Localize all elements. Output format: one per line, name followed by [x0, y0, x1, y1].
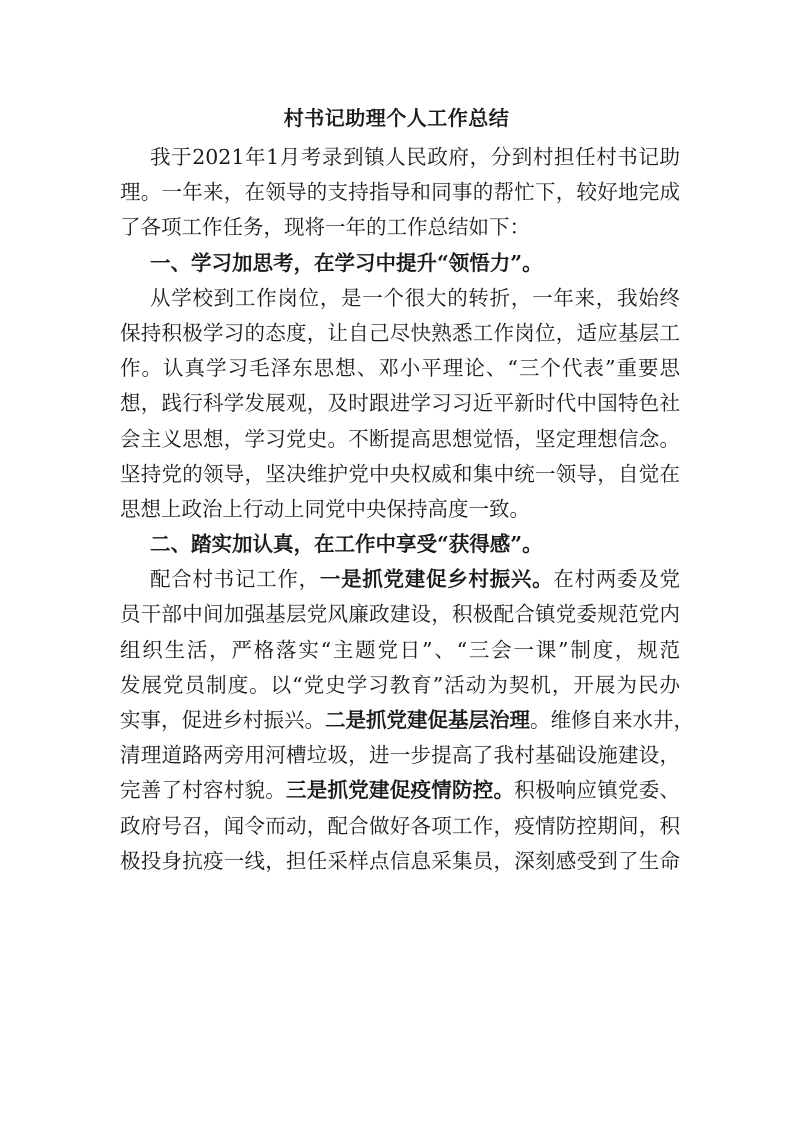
paragraph-line: 会主义思想，学习党史。不断提高思想觉悟，坚定理想信念。 [120, 426, 680, 451]
paragraph-line: 组织生活，严格落实“主题党日”、“三会一课”制度，规范 [120, 637, 680, 662]
emphasis-text: 一是抓党建促乡村振兴。 [319, 567, 554, 592]
section-heading-2: 二、踏实加认真，在工作中享受“获得感”。 [150, 532, 543, 557]
paragraph-line: 极投身抗疫一线，担任采样点信息采集员，深刻感受到了生命 [120, 848, 680, 873]
paragraph-line: 员干部中间加强基层党风廉政建设，积极配合镇党委规范党内 [120, 602, 680, 627]
section-heading-1: 一、学习加思考，在学习中提升“领悟力”。 [150, 250, 543, 275]
emphasis-text: 二是抓党建促基层治理 [325, 708, 530, 732]
document-title: 村书记助理个人工作总结 [283, 106, 510, 130]
paragraph-text: 配合村书记工作， [150, 567, 320, 592]
paragraph-text: 实事，促进乡村振兴。 [120, 708, 325, 732]
emphasis-text: 三是抓党建促疫情防控。 [286, 778, 515, 803]
paragraph-line [120, 773, 680, 808]
paragraph-text: 积极响应镇党委、 [514, 778, 680, 803]
paragraph-line: 发展党员制度。以“党史学习教育”活动为契机，开展为民办 [120, 672, 680, 697]
paragraph-line: 作。认真学习毛泽东思想、邓小平理论、“三个代表”重要思 [120, 356, 680, 381]
paragraph-line [120, 703, 694, 738]
paragraph-line: 清理道路两旁用河槽垃圾，进一步提高了我村基础设施建设， [120, 743, 680, 768]
paragraph-text: 。维修自来水井， [530, 708, 694, 732]
paragraph-line: 我于2021年1月考录到镇人民政府，分到村担任村书记助 [150, 145, 680, 169]
paragraph-line: 了各项工作任务，现将一年的工作总结如下： [120, 215, 530, 240]
paragraph-line: 思想上政治上行动上同党中央保持高度一致。 [120, 496, 530, 521]
paragraph-line: 理。一年来，在领导的支持指导和同事的帮忙下，较好地完成 [120, 180, 680, 205]
document-body [120, 140, 694, 879]
paragraph-text: 完善了村容村貌。 [120, 778, 286, 803]
paragraph-line: 想，践行科学发展观，及时跟进学习习近平新时代中国特色社 [120, 391, 680, 416]
paragraph-line: 从学校到工作岗位，是一个很大的转折，一年来，我始终 [150, 285, 680, 310]
paragraph-line: 保持积极学习的态度，让自己尽快熟悉工作岗位，适应基层工 [120, 320, 680, 345]
paragraph-line: 政府号召，闻令而动，配合做好各项工作，疫情防控期间，积 [120, 813, 680, 838]
paragraph-text: 在村两委及党 [553, 567, 681, 592]
paragraph-line [120, 562, 680, 597]
paragraph-line: 坚持党的领导，坚决维护党中央权威和集中统一领导，自觉在 [120, 461, 680, 486]
